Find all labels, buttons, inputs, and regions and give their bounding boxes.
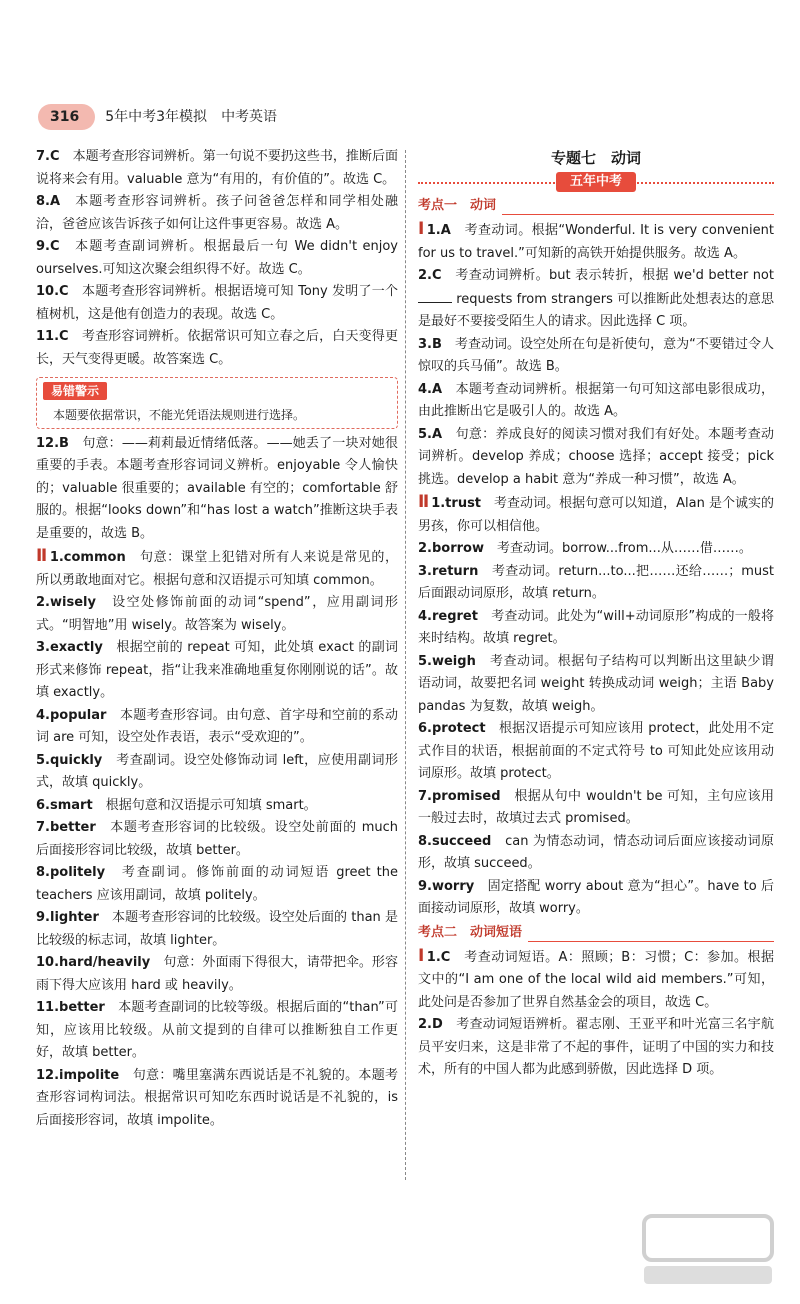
answer-text: 本题考查副词的比较等级。根据后面的“than”可知，应该用比较级。从前文提到的自律可以推断独自工作更好，故填 better。 xyxy=(36,1000,398,1060)
answer-label: 5.weigh xyxy=(418,653,476,669)
book-subject: 中考英语 xyxy=(221,108,278,125)
column-divider xyxy=(405,150,406,1180)
answer-label: 10.hard/heavily xyxy=(36,955,151,970)
answer-label: 2.wisely xyxy=(36,595,96,610)
warning-box xyxy=(36,377,398,429)
answer-item xyxy=(36,817,398,862)
answer-item xyxy=(418,786,774,831)
answer-text: 考查动词。return...to...把……还给……；must 后面跟动词原形，故填 return。 xyxy=(418,563,774,601)
answer-text: 考查副词。设空处修饰动词 left，应使用副词形式，故填 quickly。 xyxy=(36,752,398,790)
answer-text: 本题考查副词辨析。根据最后一句 We didn't enjoy ourselves.可知这次聚会组织得不好。故选 C。 xyxy=(36,239,398,277)
answer-text: 考查动词辨析。but 表示转折，根据 we'd better not xyxy=(455,268,774,283)
answer-item xyxy=(418,606,774,651)
answer-label: 9.worry xyxy=(418,878,475,894)
answer-text: 根据空前的 repeat 可知，此处填 exact 的副词形式来修饰 repeat，指“让我来准确地重复你刚刚说的话”。故填 exactly。 xyxy=(36,640,398,700)
answer-item xyxy=(36,146,398,191)
answer-item xyxy=(418,491,774,538)
answer-item xyxy=(36,545,398,592)
answer-item xyxy=(36,191,398,236)
answer-label: 4.regret xyxy=(418,608,478,624)
answer-item xyxy=(36,281,398,326)
answer-label: 12.impolite xyxy=(36,1067,120,1083)
answer-item xyxy=(36,862,398,907)
section-marker: Ⅱ xyxy=(36,546,48,566)
answer-text: 句意：课堂上犯错对所有人来说是常见的，所以勇敢地面对它。根据句意和汉语提示可知填 common。 xyxy=(36,550,398,588)
section-marker: Ⅱ xyxy=(418,492,430,512)
answer-label: 1.C xyxy=(426,949,451,965)
answer-item xyxy=(418,831,774,876)
answer-item xyxy=(36,795,398,818)
answer-label: 2.C xyxy=(418,268,442,283)
answer-text: 考查动词短语。A：照顾；B：习惯；C：参加。根据文中的“I am one of the local wild aid members.”可知，此处问是否参加了世界自然基金会的项目，故选 C。 xyxy=(418,949,774,1010)
section-band xyxy=(418,172,774,192)
answer-item xyxy=(36,952,398,997)
answer-label: 1.A xyxy=(426,223,451,238)
answer-label: 5.A xyxy=(418,426,443,442)
answer-text: 考查动词。borrow...from...从……借……。 xyxy=(497,541,752,556)
answer-item xyxy=(418,1014,774,1082)
answer-label: 6.smart xyxy=(36,797,93,813)
answer-label: 3.exactly xyxy=(36,640,103,655)
answer-label: 11.C xyxy=(36,329,69,344)
section-marker: Ⅰ xyxy=(418,219,425,239)
answer-label: 3.B xyxy=(418,336,442,352)
answer-text: 句意：外面雨下得很大，请带把伞。形容雨下得大应该用 hard 或 heavily。 xyxy=(36,955,398,993)
warning-text: 本题要依据常识，不能光凭语法规则进行选择。 xyxy=(53,407,306,422)
answer-item xyxy=(418,561,774,606)
answer-text: can 为情态动词，情态动词后面应该接动词原形，故填 succeed。 xyxy=(418,833,774,871)
answer-text: 本题考查形容词的比较级。设空处后面的 than 是比较级的标志词，故填 lighter。 xyxy=(36,910,398,948)
answer-text: 本题考查形容词辨析。根据语境可知 Tony 发明了一个植树机，这是他有创造力的表现。故选 C。 xyxy=(36,284,398,322)
answer-item xyxy=(36,326,398,371)
answer-text: 根据汉语提示可知应该用 protect，此处用不定式作目的状语，根据前面的不定式符号 to 可知此处应该用动词原形。故填 protect。 xyxy=(418,721,774,781)
answer-item xyxy=(36,997,398,1065)
answer-item xyxy=(418,379,774,424)
answer-label: 12.B xyxy=(36,435,69,451)
right-column xyxy=(418,146,774,1082)
answer-label: 2.borrow xyxy=(418,541,484,556)
answer-text: 固定搭配 worry about 意为“担心”。have to 后面接动词原形，故填 worry。 xyxy=(418,878,774,916)
answer-label: 11.better xyxy=(36,1000,105,1015)
answer-label: 8.politely xyxy=(36,865,106,880)
answer-text: 考查动词。根据句子结构可以判断出这里缺少谓语动词，故要把名词 weight 转换成动词 weigh；主语 Baby pandas 为复数，故填 weigh。 xyxy=(418,653,774,714)
page-number: 316 xyxy=(38,104,95,131)
answer-label: 5.quickly xyxy=(36,752,103,768)
answer-text: 考查动词短语辨析。翟志刚、王亚平和叶光富三名宇航员平安归来，这是非常了不起的事件，证明了中国的实力和技术，所有的中国人都为此感到骄傲，因此选择 D 项。 xyxy=(418,1017,774,1077)
answer-text: 本题考查形容词的比较级。设空处前面的 much 后面接形容词比较级，故填 better。 xyxy=(36,820,398,858)
answer-item xyxy=(418,538,774,561)
answer-label: 1.common xyxy=(49,550,126,565)
answer-label: 7.better xyxy=(36,820,96,835)
topic-title: 专题七 动词 xyxy=(550,149,641,167)
answer-item xyxy=(36,1065,398,1133)
answer-text: 本题考查形容词。由句意、首字母和空前的系动词 are 可知，设空处作表语，表示“受欢迎的”。 xyxy=(36,707,398,745)
answer-label: 9.lighter xyxy=(36,910,99,925)
answer-label: 2.D xyxy=(418,1017,443,1032)
answer-text: 考查副词。修饰前面的动词短语 greet the teachers 应该用副词，故填 politely。 xyxy=(36,865,398,903)
kaodian-heading xyxy=(418,196,774,216)
section-marker: Ⅰ xyxy=(418,945,425,966)
answer-item xyxy=(36,750,398,795)
answer-text: 本题考查形容词辨析。第一句说不要扔这些书，推断后面说将来会有用。valuable 意为“有用的，有价值的”。故选 C。 xyxy=(36,149,398,187)
answer-label: 9.C xyxy=(36,239,60,254)
answer-label: 8.A xyxy=(36,194,61,209)
answer-item xyxy=(418,876,774,921)
answer-label: 1.trust xyxy=(431,496,482,511)
answer-text: 句意：——莉莉最近情绪低落。——她丢了一块对她很重要的手表。本题考查形容词词义辨析。enjoyable 令人愉快的；valuable 很重要的；available 有空的；comfortable 舒服的。根据“looks down”和“has lost a watch”推断这块手表是重要的，故选 B。 xyxy=(36,435,398,541)
answer-item xyxy=(36,592,398,637)
answer-text: 根据从句中 wouldn't be 可知，主句应该用一般过去时，故填过去式 promised。 xyxy=(418,788,774,826)
answer-item xyxy=(36,705,398,750)
answer-label: 7.C xyxy=(36,149,60,164)
answer-item xyxy=(418,334,774,379)
answer-item xyxy=(418,651,774,719)
left-column xyxy=(36,146,398,1132)
answer-text: 考查动词。根据“Wonderful. It is very convenient for us to travel.”可知新的高铁开始提供服务。故选 A。 xyxy=(418,223,774,261)
kaodian-label: 考点二 动词短语 xyxy=(418,923,528,943)
answer-label: 10.C xyxy=(36,284,69,299)
answer-item xyxy=(36,907,398,952)
book-title: 5年中考3年模拟 xyxy=(105,108,208,125)
answer-text: 考查动词。此处为“will+动词原形”构成的一般将来时结构。故填 regret。 xyxy=(418,608,774,646)
answer-item xyxy=(36,637,398,705)
answer-item xyxy=(418,718,774,786)
answer-item xyxy=(418,424,774,492)
answer-label: 7.promised xyxy=(418,788,501,804)
watermark-logo xyxy=(640,1210,780,1290)
kaodian-heading xyxy=(418,923,774,943)
answer-item xyxy=(418,945,774,1015)
answer-label: 6.protect xyxy=(418,721,486,736)
answer-text: 考查动词。设空处所在句是祈使句，意为“不要错过令人惊叹的兵马俑”。故选 B。 xyxy=(418,336,774,374)
page-header xyxy=(38,104,277,130)
answer-text: 考查动词。根据句意可以知道，Alan 是个诚实的男孩，你可以相信他。 xyxy=(418,496,774,534)
answer-blank xyxy=(418,288,452,303)
answer-text: 本题考查形容词辨析。孩子问爸爸怎样和同学相处融洽，爸爸应该告诉孩子如何让这件事更容易。故选 A。 xyxy=(36,194,398,232)
answer-label: 4.popular xyxy=(36,707,107,723)
kaodian-label: 考点一 动词 xyxy=(418,196,502,216)
answer-item xyxy=(418,218,774,265)
answer-item xyxy=(418,265,774,334)
band-label: 五年中考 xyxy=(556,172,636,192)
answer-item xyxy=(36,433,398,546)
answer-label: 3.return xyxy=(418,563,479,579)
answer-text: requests from strangers 可以推断此处想表达的意思是最好不要接受陌生人的请求。因此选择 C 项。 xyxy=(418,291,774,329)
answer-text: 设空处修饰前面的动词“spend”，应用副词形式。“明智地”用 wisely。故答案为 wisely。 xyxy=(36,595,398,633)
answer-text: 句意：养成良好的阅读习惯对我们有好处。本题考查动词辨析。develop 养成；choose 选择；accept 接受；pick 挑选。develop a habit 意为“养成一种习惯”，故选 A。 xyxy=(418,426,774,487)
warning-title: 易错警示 xyxy=(43,382,107,400)
answer-label: 4.A xyxy=(418,381,443,397)
answer-item xyxy=(36,236,398,281)
answer-text: 考查形容词辨析。依据常识可知立春之后，白天变得更长，天气变得更暖。故答案选 C。 xyxy=(36,329,398,367)
answer-text: 本题考查动词辨析。根据第一句可知这部电影很成功，由此推断出它是吸引人的。故选 A。 xyxy=(418,381,774,419)
answer-label: 8.succeed xyxy=(418,833,492,849)
answer-text: 根据句意和汉语提示可知填 smart。 xyxy=(105,797,317,813)
answer-text: 句意：嘴里塞满东西说话是不礼貌的。本题考查形容词构词法。根据常识可知吃东西时说话是不礼貌的，is 后面接形容词，故填 impolite。 xyxy=(36,1067,398,1128)
